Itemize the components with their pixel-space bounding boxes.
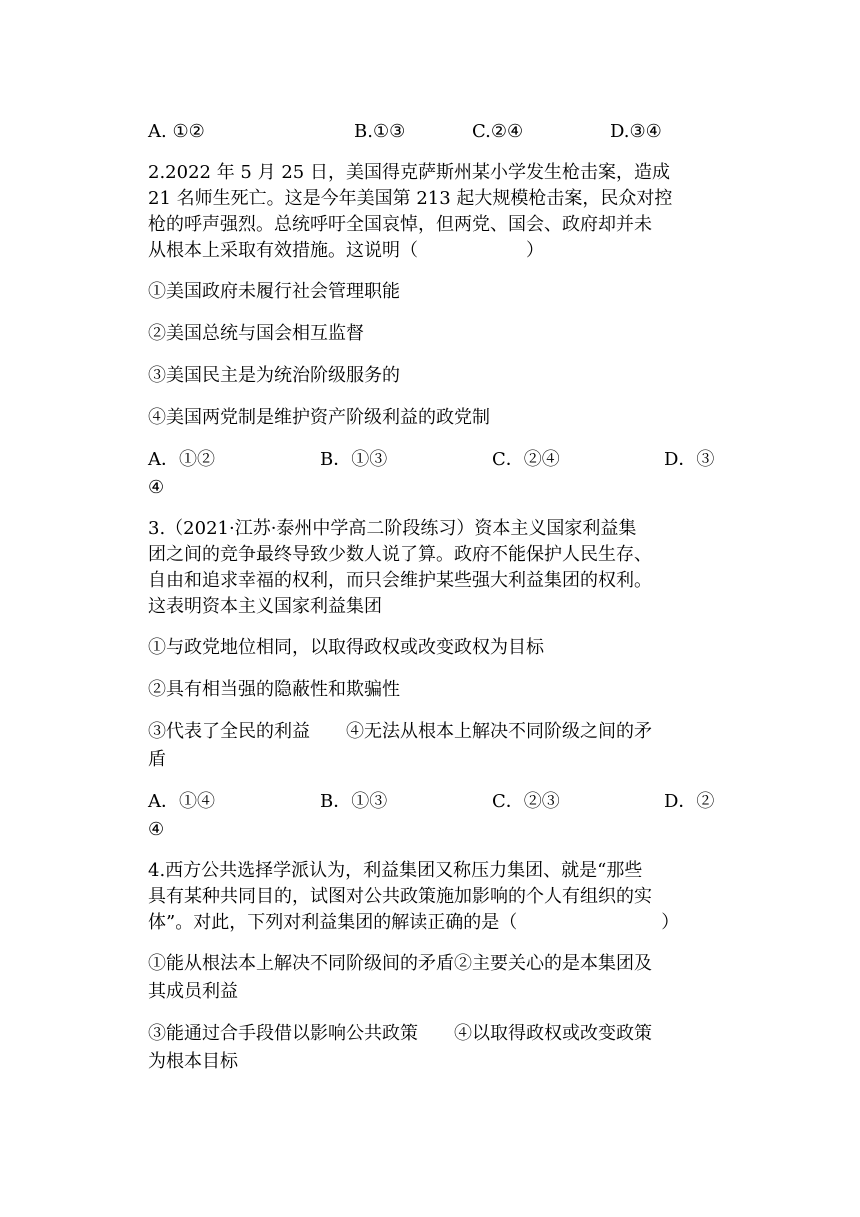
q2-option-d: D．③ bbox=[664, 449, 715, 470]
q2-stem-line: 2.2022 年 5 月 25 日，美国得克萨斯州某小学发生枪击案，造成 bbox=[148, 162, 670, 183]
q3-option-d-wrap: ④ bbox=[148, 819, 165, 840]
q4-item-line: ③能通过合手段借以影响公共政策 ④以取得政权或改变政策 bbox=[148, 1023, 652, 1044]
q2-option-b: B．①③ bbox=[320, 449, 388, 470]
q4-item-line: 其成员利益 bbox=[148, 981, 238, 1002]
q4-item-3-4 bbox=[148, 1020, 714, 1076]
q2-item-2: ②美国总统与国会相互监督 bbox=[148, 323, 364, 344]
q2-stem bbox=[148, 160, 714, 264]
q2-item-4: ④美国两党制是维护资产阶级利益的政党制 bbox=[148, 407, 490, 428]
q3-item-3-4-line: 盾 bbox=[148, 749, 166, 770]
q1-option-d: D.③④ bbox=[610, 121, 662, 142]
q3-stem bbox=[148, 516, 714, 620]
q4-stem-line: 具有某种共同目的，试图对公共政策施加影响的个人有组织的实 bbox=[148, 886, 652, 907]
q2-option-d-wrap: ④ bbox=[148, 477, 165, 498]
q3-stem-line: 团之间的竞争最终导致少数人说了算。政府不能保护人民生存、 bbox=[148, 544, 652, 565]
q2-options bbox=[148, 446, 714, 502]
q3-options bbox=[148, 788, 714, 844]
q4-stem-line: 4.西方公共选择学派认为，利益集团又称压力集团、就是“那些 bbox=[148, 860, 643, 881]
q3-item-3-4 bbox=[148, 718, 714, 774]
q3-option-d: D．② bbox=[664, 791, 715, 812]
q2-stem-line: 枪的呼声强烈。总统呼吁全国哀悼，但两党、国会、政府却并未 bbox=[148, 214, 652, 235]
q3-stem-line: 3.（2021·江苏·泰州中学高二阶段练习）资本主义国家利益集 bbox=[148, 518, 637, 539]
document-page bbox=[148, 118, 714, 1090]
q3-item-1: ①与政党地位相同，以取得政权或改变政权为目标 bbox=[148, 637, 544, 658]
q4-item-line: 为根本目标 bbox=[148, 1051, 238, 1072]
q3-option-a: A．①④ bbox=[148, 791, 215, 812]
q4-item-line: ①能从根法本上解决不同阶级间的矛盾②主要关心的是本集团及 bbox=[148, 953, 652, 974]
q3-stem-line: 这表明资本主义国家利益集团 bbox=[148, 596, 382, 617]
q2-item-1: ①美国政府未履行社会管理职能 bbox=[148, 281, 400, 302]
q1-option-c: C.②④ bbox=[472, 121, 524, 142]
q2-option-c: C．②④ bbox=[492, 449, 560, 470]
q4-item-1-2 bbox=[148, 950, 714, 1006]
q2-option-a: A．①② bbox=[148, 449, 215, 470]
q1-option-b: B.①③ bbox=[354, 121, 406, 142]
q2-stem-line: 从根本上采取有效措施。这说明（ ） bbox=[148, 240, 544, 261]
q2-item-3: ③美国民主是为统治阶级服务的 bbox=[148, 365, 400, 386]
q3-item-2: ②具有相当强的隐蔽性和欺骗性 bbox=[148, 679, 400, 700]
q2-stem-line: 21 名师生死亡。这是今年美国第 213 起大规模枪击案，民众对控 bbox=[148, 188, 673, 209]
q3-stem-line: 自由和追求幸福的权利，而只会维护某些强大利益集团的权利。 bbox=[148, 570, 652, 591]
q3-option-b: B．①③ bbox=[320, 791, 388, 812]
q3-item-3-4-line: ③代表了全民的利益 ④无法从根本上解决不同阶级之间的矛 bbox=[148, 721, 652, 742]
q1-option-a: A. ①② bbox=[148, 121, 205, 142]
q4-stem-line: 体”。对此，下列对利益集团的解读正确的是（ ） bbox=[148, 912, 680, 933]
q4-stem bbox=[148, 858, 714, 936]
q3-option-c: C．②③ bbox=[492, 791, 560, 812]
q1-options bbox=[148, 118, 714, 146]
